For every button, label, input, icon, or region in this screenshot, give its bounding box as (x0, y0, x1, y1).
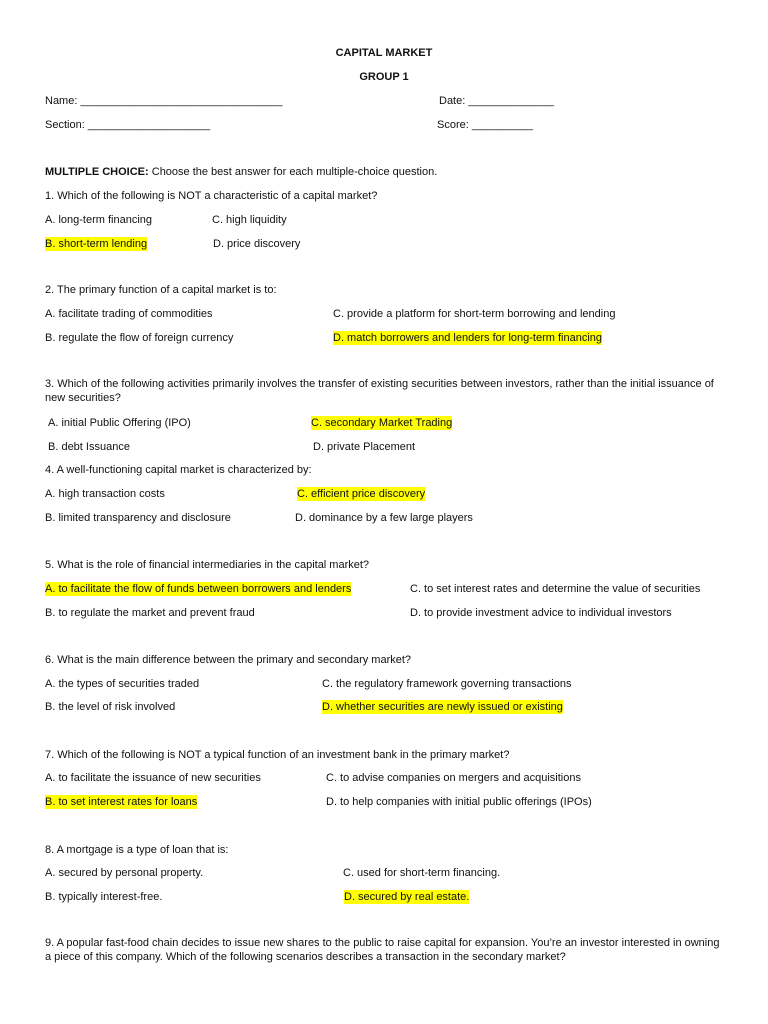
q7-option-c: C. to advise companies on mergers and acquisitions (326, 772, 581, 784)
q4-option-b: B. limited transparency and disclosure (45, 512, 231, 524)
score-field: Score: __________ (437, 119, 534, 131)
instructions-label: MULTIPLE CHOICE: (45, 166, 149, 178)
q5-option-d: D. to provide investment advice to individual investors (410, 607, 672, 619)
q8-option-d-highlighted: D. secured by real estate. (344, 891, 470, 903)
q6-option-b: B. the level of risk involved (45, 701, 176, 713)
q2-option-c: C. provide a platform for short-term borrowing and lending (333, 308, 616, 320)
instructions (45, 165, 437, 179)
q3-option-a: A. initial Public Offering (IPO) (48, 417, 191, 429)
q1-option-a: A. long-term financing (45, 214, 152, 226)
q5-option-c: C. to set interest rates and determine the value of securities (410, 583, 701, 595)
q1-option-c: C. high liquidity (212, 214, 287, 226)
group-label: GROUP 1 (359, 71, 409, 83)
q4-option-c-highlighted: C. efficient price discovery (297, 488, 426, 500)
q6-option-d-highlighted: D. whether securities are newly issued or existing (322, 701, 563, 713)
q1-option-d: D. price discovery (213, 238, 301, 250)
question-5-text: 5. What is the role of financial intermediaries in the capital market? (45, 559, 370, 571)
q4-option-a: A. high transaction costs (45, 488, 165, 500)
question-8-text: 8. A mortgage is a type of loan that is: (45, 844, 229, 856)
question-7-text: 7. Which of the following is NOT a typical function of an investment bank in the primary market? (45, 749, 510, 761)
q8-option-b: B. typically interest-free. (45, 891, 163, 903)
name-field: Name: _________________________________ (45, 95, 283, 107)
q7-option-b-highlighted: B. to set interest rates for loans (45, 796, 198, 808)
q2-option-d-highlighted: D. match borrowers and lenders for long-term financing (333, 332, 603, 344)
instructions-text: Choose the best answer for each multiple-choice question. (148, 166, 438, 178)
q1-option-b-highlighted: B. short-term lending (45, 238, 148, 250)
q7-option-a: A. to facilitate the issuance of new securities (45, 772, 261, 784)
question-3-text: 3. Which of the following activities primarily involves the transfer of existing securities between investors, rather than the initial issuance of new securities? (45, 378, 714, 404)
q7-option-d: D. to help companies with initial public offerings (IPOs) (326, 796, 592, 808)
q6-option-c: C. the regulatory framework governing transactions (322, 678, 572, 690)
question-6-text: 6. What is the main difference between the primary and secondary market? (45, 654, 412, 666)
question-4-text: 4. A well-functioning capital market is characterized by: (45, 464, 312, 476)
question-2-text: 2. The primary function of a capital market is to: (45, 284, 277, 296)
q5-option-a-highlighted: A. to facilitate the flow of funds between borrowers and lenders (45, 583, 352, 595)
section-field: Section: ____________________ (45, 119, 211, 131)
q4-option-d: D. dominance by a few large players (295, 512, 473, 524)
q2-option-a: A. facilitate trading of commodities (45, 308, 213, 320)
question-1-text: 1. Which of the following is NOT a characteristic of a capital market? (45, 190, 378, 202)
question-9-text: 9. A popular fast-food chain decides to issue new shares to the public to raise capital for expansion. You’re an investor interested in owning a piece of this company. Which of the following scenarios describes a transaction in the secondary market? (45, 937, 720, 963)
q3-option-d: D. private Placement (313, 441, 416, 453)
q8-option-a: A. secured by personal property. (45, 867, 204, 879)
q3-option-b: B. debt Issuance (48, 441, 130, 453)
q5-option-b: B. to regulate the market and prevent fraud (45, 607, 255, 619)
date-field: Date: ______________ (439, 95, 554, 107)
q8-option-c: C. used for short-term financing. (343, 867, 501, 879)
q6-option-a: A. the types of securities traded (45, 678, 200, 690)
q2-option-b: B. regulate the flow of foreign currency (45, 332, 234, 344)
q3-option-c-highlighted: C. secondary Market Trading (311, 417, 453, 429)
document-title: CAPITAL MARKET (335, 47, 433, 59)
